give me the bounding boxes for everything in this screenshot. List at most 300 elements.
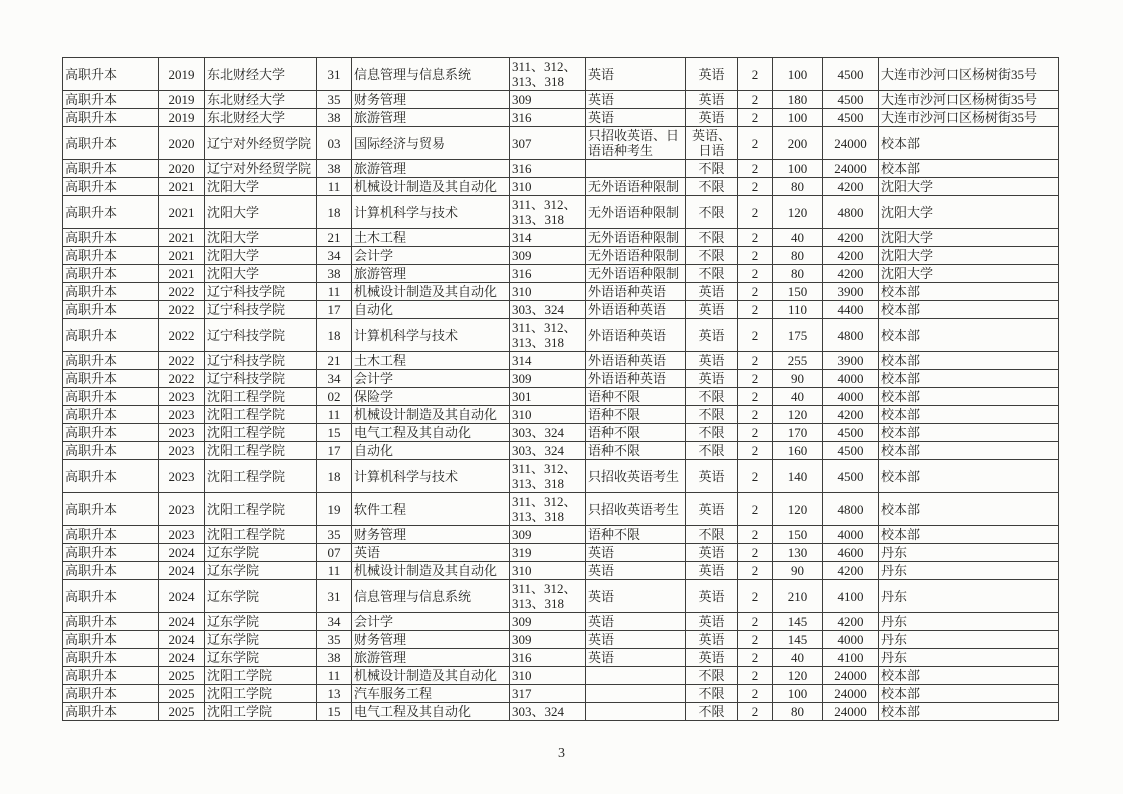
cell-plan-count: 255 <box>773 352 823 370</box>
cell-major: 财务管理 <box>352 91 510 109</box>
cell-tuition: 4500 <box>823 58 879 91</box>
cell-major-code: 18 <box>317 319 352 352</box>
cell-duration: 2 <box>738 442 773 460</box>
cell-major-code: 02 <box>317 388 352 406</box>
cell-language-note: 只招收英语、日语语种考生 <box>586 127 686 160</box>
cell-category: 高职升本 <box>63 388 159 406</box>
cell-category: 高职升本 <box>63 178 159 196</box>
cell-tuition: 24000 <box>823 703 879 721</box>
cell-language-note: 语种不限 <box>586 424 686 442</box>
cell-year: 2024 <box>159 631 205 649</box>
cell-major: 旅游管理 <box>352 649 510 667</box>
cell-duration: 2 <box>738 91 773 109</box>
cell-major: 旅游管理 <box>352 109 510 127</box>
cell-university: 东北财经大学 <box>205 58 317 91</box>
cell-location: 大连市沙河口区杨树街35号 <box>879 58 1059 91</box>
cell-duration: 2 <box>738 424 773 442</box>
cell-duration: 2 <box>738 352 773 370</box>
cell-university: 沈阳工学院 <box>205 703 317 721</box>
cell-plan-count: 160 <box>773 442 823 460</box>
cell-year: 2025 <box>159 703 205 721</box>
cell-major: 电气工程及其自动化 <box>352 703 510 721</box>
cell-tuition: 3900 <box>823 283 879 301</box>
cell-major: 计算机科学与技术 <box>352 319 510 352</box>
cell-language: 英语 <box>686 91 738 109</box>
cell-year: 2023 <box>159 460 205 493</box>
cell-plan-count: 120 <box>773 493 823 526</box>
table-row <box>63 460 1059 493</box>
cell-year: 2019 <box>159 91 205 109</box>
cell-language: 英语 <box>686 58 738 91</box>
cell-language-note <box>586 667 686 685</box>
cell-university: 沈阳工学院 <box>205 685 317 703</box>
cell-subject-codes: 310 <box>510 562 586 580</box>
cell-duration: 2 <box>738 631 773 649</box>
cell-year: 2024 <box>159 649 205 667</box>
cell-university: 沈阳大学 <box>205 265 317 283</box>
cell-major-code: 17 <box>317 442 352 460</box>
cell-plan-count: 80 <box>773 265 823 283</box>
cell-duration: 2 <box>738 649 773 667</box>
cell-category: 高职升本 <box>63 127 159 160</box>
cell-category: 高职升本 <box>63 493 159 526</box>
cell-subject-codes: 309 <box>510 247 586 265</box>
cell-university: 辽宁科技学院 <box>205 370 317 388</box>
cell-major: 土木工程 <box>352 352 510 370</box>
cell-language-note: 英语 <box>586 631 686 649</box>
cell-duration: 2 <box>738 229 773 247</box>
cell-major-code: 38 <box>317 160 352 178</box>
admissions-table <box>62 57 1059 721</box>
cell-location: 校本部 <box>879 493 1059 526</box>
table-row <box>63 613 1059 631</box>
cell-subject-codes: 314 <box>510 352 586 370</box>
cell-tuition: 4000 <box>823 388 879 406</box>
cell-subject-codes: 316 <box>510 109 586 127</box>
cell-language-note: 英语 <box>586 109 686 127</box>
table-row <box>63 649 1059 667</box>
cell-year: 2023 <box>159 526 205 544</box>
cell-university: 沈阳大学 <box>205 196 317 229</box>
cell-plan-count: 120 <box>773 667 823 685</box>
cell-category: 高职升本 <box>63 613 159 631</box>
cell-major-code: 38 <box>317 265 352 283</box>
cell-location: 丹东 <box>879 649 1059 667</box>
cell-major-code: 07 <box>317 544 352 562</box>
cell-location: 校本部 <box>879 424 1059 442</box>
cell-language: 不限 <box>686 424 738 442</box>
cell-major-code: 11 <box>317 406 352 424</box>
cell-category: 高职升本 <box>63 562 159 580</box>
table-row <box>63 526 1059 544</box>
table-row <box>63 370 1059 388</box>
cell-duration: 2 <box>738 319 773 352</box>
cell-university: 沈阳大学 <box>205 178 317 196</box>
cell-duration: 2 <box>738 283 773 301</box>
cell-year: 2022 <box>159 370 205 388</box>
cell-university: 辽宁科技学院 <box>205 319 317 352</box>
cell-duration: 2 <box>738 406 773 424</box>
cell-location: 校本部 <box>879 667 1059 685</box>
cell-subject-codes: 310 <box>510 178 586 196</box>
cell-duration: 2 <box>738 160 773 178</box>
cell-language: 英语 <box>686 319 738 352</box>
cell-location: 校本部 <box>879 406 1059 424</box>
cell-language-note: 无外语语种限制 <box>586 247 686 265</box>
cell-year: 2024 <box>159 562 205 580</box>
cell-major: 信息管理与信息系统 <box>352 580 510 613</box>
cell-major: 软件工程 <box>352 493 510 526</box>
cell-university: 辽东学院 <box>205 631 317 649</box>
cell-year: 2022 <box>159 301 205 319</box>
table-row <box>63 406 1059 424</box>
cell-location: 校本部 <box>879 370 1059 388</box>
cell-university: 辽宁科技学院 <box>205 301 317 319</box>
cell-language: 不限 <box>686 229 738 247</box>
cell-year: 2023 <box>159 493 205 526</box>
cell-location: 丹东 <box>879 613 1059 631</box>
cell-category: 高职升本 <box>63 352 159 370</box>
cell-year: 2022 <box>159 283 205 301</box>
cell-duration: 2 <box>738 196 773 229</box>
cell-university: 辽宁对外经贸学院 <box>205 160 317 178</box>
cell-language-note: 外语语种英语 <box>586 283 686 301</box>
cell-major: 财务管理 <box>352 526 510 544</box>
cell-category: 高职升本 <box>63 283 159 301</box>
cell-subject-codes: 311、312、313、318 <box>510 580 586 613</box>
cell-subject-codes: 307 <box>510 127 586 160</box>
cell-language-note: 英语 <box>586 58 686 91</box>
cell-location: 大连市沙河口区杨树街35号 <box>879 109 1059 127</box>
table-row <box>63 493 1059 526</box>
cell-language: 不限 <box>686 247 738 265</box>
cell-university: 沈阳大学 <box>205 247 317 265</box>
cell-location: 沈阳大学 <box>879 178 1059 196</box>
cell-major-code: 35 <box>317 631 352 649</box>
cell-subject-codes: 310 <box>510 283 586 301</box>
cell-plan-count: 120 <box>773 406 823 424</box>
cell-location: 校本部 <box>879 283 1059 301</box>
cell-duration: 2 <box>738 370 773 388</box>
cell-university: 沈阳工程学院 <box>205 460 317 493</box>
cell-language: 英语 <box>686 352 738 370</box>
cell-university: 沈阳工程学院 <box>205 493 317 526</box>
cell-language: 不限 <box>686 703 738 721</box>
cell-language-note: 语种不限 <box>586 442 686 460</box>
cell-major: 机械设计制造及其自动化 <box>352 283 510 301</box>
cell-year: 2022 <box>159 352 205 370</box>
cell-location: 校本部 <box>879 352 1059 370</box>
cell-major-code: 38 <box>317 109 352 127</box>
cell-language-note <box>586 160 686 178</box>
cell-category: 高职升本 <box>63 703 159 721</box>
cell-plan-count: 150 <box>773 283 823 301</box>
cell-category: 高职升本 <box>63 247 159 265</box>
cell-tuition: 24000 <box>823 160 879 178</box>
cell-major: 机械设计制造及其自动化 <box>352 667 510 685</box>
table-row <box>63 544 1059 562</box>
cell-category: 高职升本 <box>63 526 159 544</box>
cell-major-code: 31 <box>317 58 352 91</box>
cell-tuition: 4500 <box>823 460 879 493</box>
cell-year: 2021 <box>159 229 205 247</box>
cell-tuition: 4500 <box>823 109 879 127</box>
cell-subject-codes: 311、312、313、318 <box>510 319 586 352</box>
cell-subject-codes: 303、324 <box>510 424 586 442</box>
cell-duration: 2 <box>738 526 773 544</box>
cell-major: 自动化 <box>352 301 510 319</box>
cell-year: 2024 <box>159 580 205 613</box>
cell-category: 高职升本 <box>63 319 159 352</box>
cell-plan-count: 100 <box>773 109 823 127</box>
table-row <box>63 352 1059 370</box>
cell-subject-codes: 309 <box>510 526 586 544</box>
cell-major: 计算机科学与技术 <box>352 460 510 493</box>
cell-tuition: 4500 <box>823 424 879 442</box>
cell-major: 电气工程及其自动化 <box>352 424 510 442</box>
cell-plan-count: 170 <box>773 424 823 442</box>
cell-language: 英语 <box>686 460 738 493</box>
cell-category: 高职升本 <box>63 544 159 562</box>
cell-language: 英语 <box>686 649 738 667</box>
cell-year: 2020 <box>159 127 205 160</box>
cell-duration: 2 <box>738 58 773 91</box>
cell-language: 不限 <box>686 406 738 424</box>
cell-language-note: 外语语种英语 <box>586 319 686 352</box>
cell-university: 辽东学院 <box>205 649 317 667</box>
cell-major-code: 19 <box>317 493 352 526</box>
table-row <box>63 109 1059 127</box>
cell-location: 校本部 <box>879 442 1059 460</box>
cell-subject-codes: 311、312、313、318 <box>510 196 586 229</box>
cell-major-code: 18 <box>317 460 352 493</box>
table-row <box>63 442 1059 460</box>
cell-year: 2022 <box>159 319 205 352</box>
cell-language: 不限 <box>686 178 738 196</box>
cell-university: 沈阳工程学院 <box>205 424 317 442</box>
cell-subject-codes: 303、324 <box>510 442 586 460</box>
cell-plan-count: 210 <box>773 580 823 613</box>
cell-language: 英语 <box>686 109 738 127</box>
cell-major: 自动化 <box>352 442 510 460</box>
cell-language-note: 英语 <box>586 613 686 631</box>
cell-duration: 2 <box>738 109 773 127</box>
cell-duration: 2 <box>738 685 773 703</box>
cell-category: 高职升本 <box>63 265 159 283</box>
cell-language-note: 英语 <box>586 649 686 667</box>
cell-language-note: 无外语语种限制 <box>586 178 686 196</box>
cell-plan-count: 180 <box>773 91 823 109</box>
cell-major: 保险学 <box>352 388 510 406</box>
cell-university: 沈阳工程学院 <box>205 442 317 460</box>
cell-plan-count: 175 <box>773 319 823 352</box>
cell-university: 辽东学院 <box>205 544 317 562</box>
cell-major: 旅游管理 <box>352 265 510 283</box>
cell-major-code: 17 <box>317 301 352 319</box>
cell-language-note: 只招收英语考生 <box>586 493 686 526</box>
cell-duration: 2 <box>738 667 773 685</box>
cell-tuition: 4600 <box>823 544 879 562</box>
cell-plan-count: 90 <box>773 562 823 580</box>
cell-duration: 2 <box>738 613 773 631</box>
cell-tuition: 4500 <box>823 91 879 109</box>
cell-location: 校本部 <box>879 127 1059 160</box>
cell-language-note: 外语语种英语 <box>586 370 686 388</box>
cell-language: 不限 <box>686 265 738 283</box>
cell-category: 高职升本 <box>63 58 159 91</box>
cell-category: 高职升本 <box>63 406 159 424</box>
cell-language: 英语 <box>686 562 738 580</box>
table-row <box>63 388 1059 406</box>
cell-language: 英语 <box>686 370 738 388</box>
cell-major: 会计学 <box>352 247 510 265</box>
table-row <box>63 667 1059 685</box>
cell-language: 不限 <box>686 160 738 178</box>
cell-location: 校本部 <box>879 160 1059 178</box>
cell-language: 英语 <box>686 613 738 631</box>
cell-location: 校本部 <box>879 460 1059 493</box>
cell-duration: 2 <box>738 265 773 283</box>
cell-tuition: 4100 <box>823 649 879 667</box>
cell-category: 高职升本 <box>63 109 159 127</box>
cell-year: 2025 <box>159 685 205 703</box>
cell-subject-codes: 311、312、313、318 <box>510 493 586 526</box>
table-row <box>63 229 1059 247</box>
cell-year: 2021 <box>159 178 205 196</box>
cell-university: 沈阳大学 <box>205 229 317 247</box>
cell-subject-codes: 310 <box>510 406 586 424</box>
cell-subject-codes: 311、312、313、318 <box>510 460 586 493</box>
cell-university: 东北财经大学 <box>205 109 317 127</box>
cell-duration: 2 <box>738 178 773 196</box>
cell-year: 2021 <box>159 196 205 229</box>
cell-location: 沈阳大学 <box>879 247 1059 265</box>
cell-major-code: 11 <box>317 283 352 301</box>
cell-language: 英语 <box>686 493 738 526</box>
cell-subject-codes: 303、324 <box>510 703 586 721</box>
cell-major: 计算机科学与技术 <box>352 196 510 229</box>
cell-year: 2023 <box>159 442 205 460</box>
cell-plan-count: 100 <box>773 58 823 91</box>
table-row <box>63 58 1059 91</box>
cell-tuition: 4000 <box>823 370 879 388</box>
cell-year: 2023 <box>159 388 205 406</box>
cell-location: 校本部 <box>879 388 1059 406</box>
cell-university: 辽宁对外经贸学院 <box>205 127 317 160</box>
cell-plan-count: 100 <box>773 685 823 703</box>
cell-major: 机械设计制造及其自动化 <box>352 562 510 580</box>
cell-language-note: 语种不限 <box>586 388 686 406</box>
cell-plan-count: 120 <box>773 196 823 229</box>
cell-tuition: 4000 <box>823 526 879 544</box>
cell-duration: 2 <box>738 460 773 493</box>
cell-language: 不限 <box>686 685 738 703</box>
cell-major: 机械设计制造及其自动化 <box>352 406 510 424</box>
table-row <box>63 91 1059 109</box>
cell-category: 高职升本 <box>63 196 159 229</box>
cell-major: 汽车服务工程 <box>352 685 510 703</box>
cell-major-code: 21 <box>317 229 352 247</box>
cell-language-note: 无外语语种限制 <box>586 229 686 247</box>
table-row <box>63 580 1059 613</box>
cell-category: 高职升本 <box>63 685 159 703</box>
cell-duration: 2 <box>738 247 773 265</box>
cell-university: 沈阳工学院 <box>205 667 317 685</box>
cell-tuition: 4200 <box>823 562 879 580</box>
table-row <box>63 247 1059 265</box>
cell-major: 英语 <box>352 544 510 562</box>
cell-category: 高职升本 <box>63 160 159 178</box>
cell-plan-count: 100 <box>773 160 823 178</box>
cell-language: 英语 <box>686 283 738 301</box>
cell-category: 高职升本 <box>63 460 159 493</box>
cell-tuition: 4200 <box>823 613 879 631</box>
cell-tuition: 4100 <box>823 580 879 613</box>
cell-major: 会计学 <box>352 370 510 388</box>
table-row <box>63 319 1059 352</box>
cell-major-code: 35 <box>317 526 352 544</box>
cell-major-code: 15 <box>317 703 352 721</box>
cell-language: 英语 <box>686 631 738 649</box>
cell-language: 不限 <box>686 526 738 544</box>
cell-university: 沈阳工程学院 <box>205 526 317 544</box>
cell-university: 辽宁科技学院 <box>205 352 317 370</box>
cell-tuition: 4400 <box>823 301 879 319</box>
cell-major-code: 31 <box>317 580 352 613</box>
page-number: 3 <box>558 746 565 761</box>
cell-duration: 2 <box>738 127 773 160</box>
cell-category: 高职升本 <box>63 442 159 460</box>
cell-language-note: 英语 <box>586 580 686 613</box>
cell-major-code: 34 <box>317 370 352 388</box>
cell-major-code: 11 <box>317 178 352 196</box>
cell-major-code: 11 <box>317 562 352 580</box>
table-row <box>63 127 1059 160</box>
cell-major: 机械设计制造及其自动化 <box>352 178 510 196</box>
table-row <box>63 196 1059 229</box>
cell-tuition: 4800 <box>823 319 879 352</box>
admissions-table-body <box>63 58 1059 721</box>
cell-subject-codes: 319 <box>510 544 586 562</box>
cell-year: 2019 <box>159 58 205 91</box>
cell-language-note: 英语 <box>586 91 686 109</box>
cell-language: 不限 <box>686 196 738 229</box>
cell-duration: 2 <box>738 301 773 319</box>
cell-language-note: 无外语语种限制 <box>586 265 686 283</box>
cell-plan-count: 140 <box>773 460 823 493</box>
cell-plan-count: 130 <box>773 544 823 562</box>
cell-location: 校本部 <box>879 685 1059 703</box>
table-row <box>63 301 1059 319</box>
cell-location: 校本部 <box>879 319 1059 352</box>
cell-plan-count: 80 <box>773 247 823 265</box>
cell-major-code: 35 <box>317 91 352 109</box>
cell-location: 大连市沙河口区杨树街35号 <box>879 91 1059 109</box>
cell-year: 2020 <box>159 160 205 178</box>
cell-location: 丹东 <box>879 631 1059 649</box>
cell-major-code: 34 <box>317 613 352 631</box>
cell-tuition: 4000 <box>823 631 879 649</box>
cell-year: 2024 <box>159 613 205 631</box>
cell-category: 高职升本 <box>63 424 159 442</box>
table-row <box>63 685 1059 703</box>
cell-subject-codes: 316 <box>510 649 586 667</box>
cell-university: 辽东学院 <box>205 580 317 613</box>
cell-language-note <box>586 703 686 721</box>
cell-university: 沈阳工程学院 <box>205 406 317 424</box>
cell-category: 高职升本 <box>63 580 159 613</box>
cell-language-note: 英语 <box>586 562 686 580</box>
